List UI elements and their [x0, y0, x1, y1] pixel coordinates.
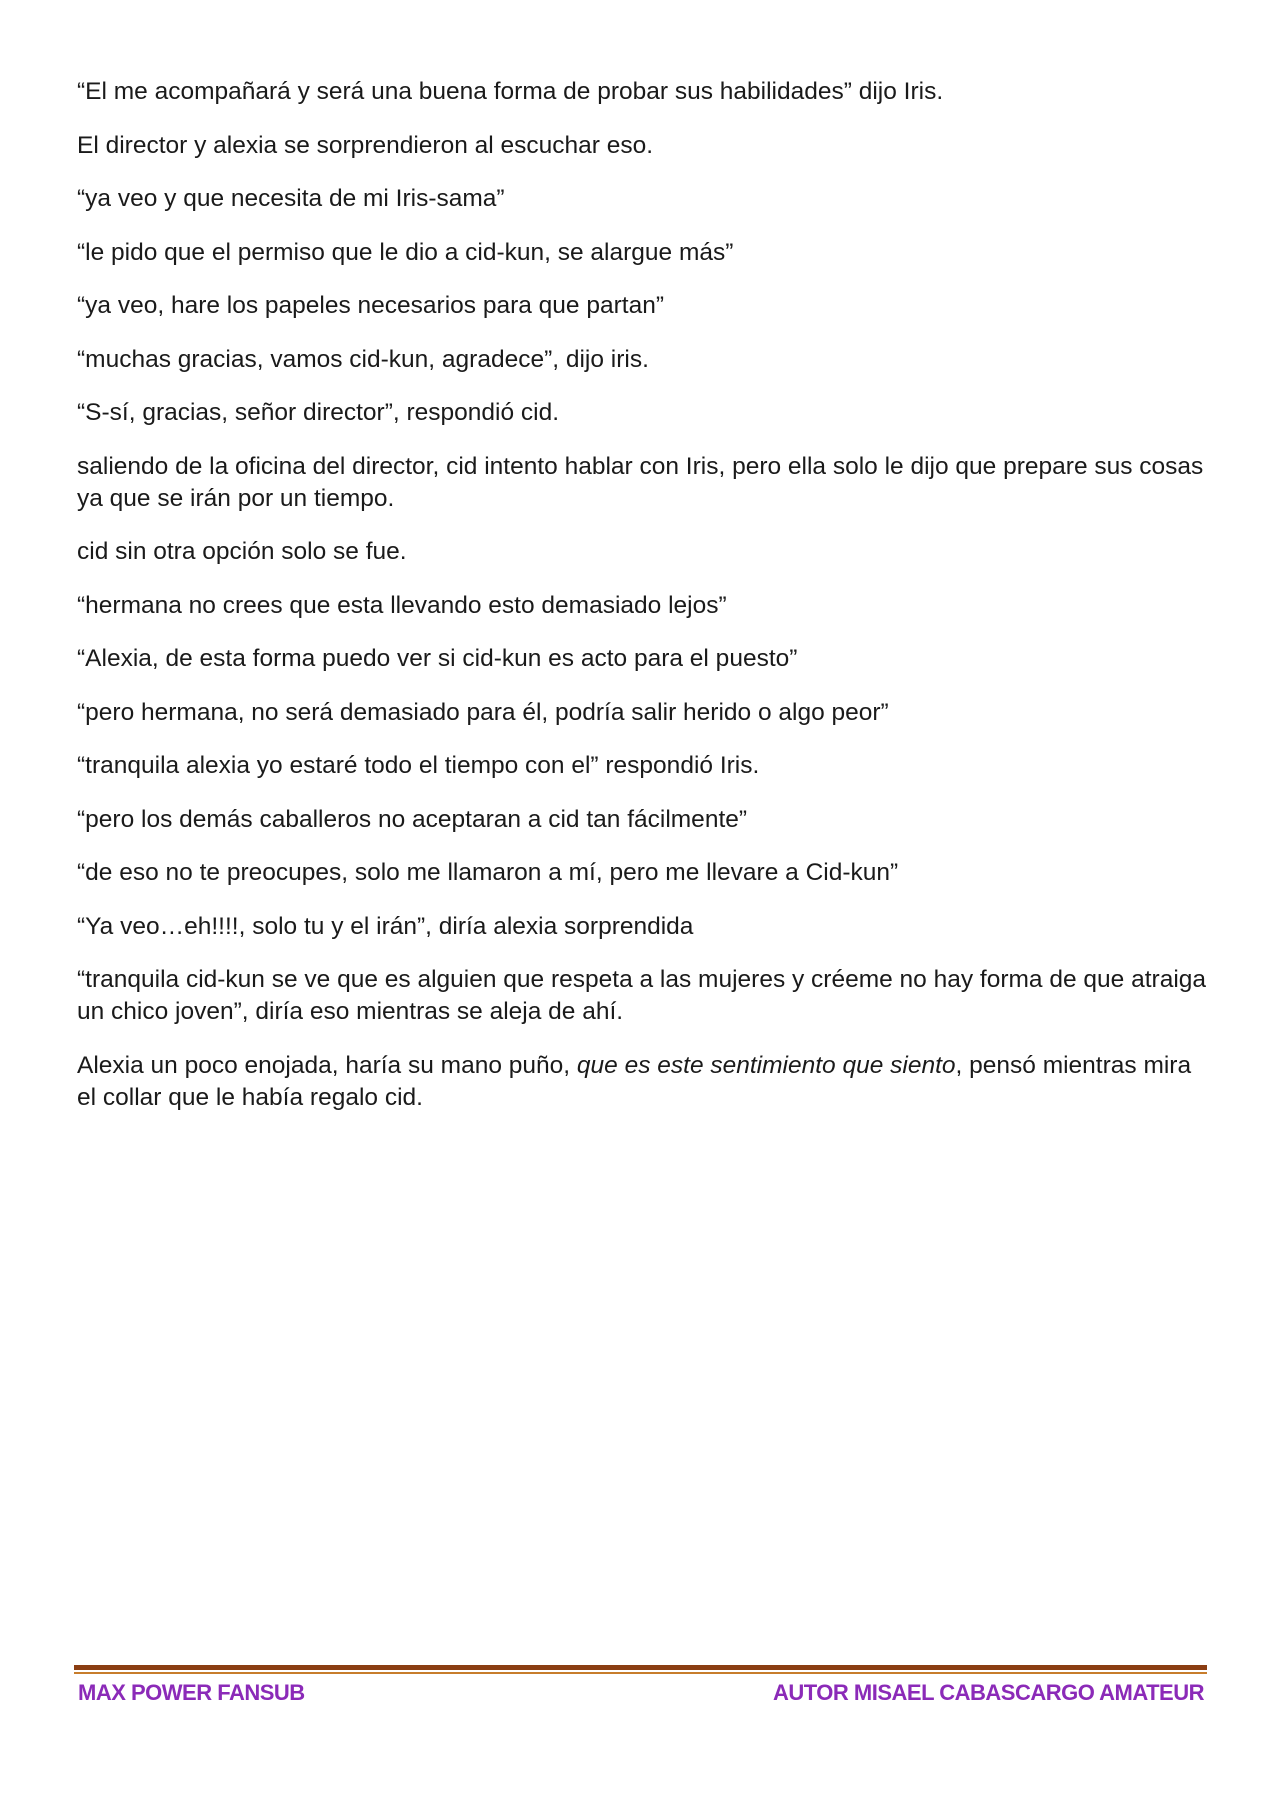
paragraph-8: saliendo de la oficina del director, cid intento hablar con Iris, pero ella solo le dijo que prepare sus cosas ya que se irán por un tiempo. [77, 452, 1204, 512]
paragraph-18 [77, 1050, 1207, 1114]
paragraph-18-italic-thought: que es este sentimiento que siento [576, 1051, 956, 1079]
footer-fansub-name: MAX POWER FANSUB [78, 1680, 305, 1705]
paragraph-18-start: Alexia un poco enojada, haría su mano puño, [77, 1051, 577, 1079]
paragraph-17: “tranquila cid-kun se ve que es alguien que respeta a las mujeres y créeme no hay forma de que atraiga un chico joven”, diría eso mientras se aleja de ahí. [77, 966, 1207, 1025]
paragraph-1: “El me acompañará y será una buena forma de probar sus habilidades” dijo Iris. [77, 78, 944, 105]
paragraph-11: “Alexia, de esta forma puedo ver si cid-kun es acto para el puesto” [77, 645, 798, 672]
paragraph-18-end: , pensó mientras mira el collar que le había regalo cid. [77, 1051, 1192, 1111]
paragraph-7: “S-sí, gracias, señor director”, respondió cid. [77, 399, 560, 426]
document-body [77, 76, 1207, 1135]
paragraph-6: “muchas gracias, vamos cid-kun, agradece”, dijo iris. [77, 345, 649, 373]
footer-divider-thick-line [74, 1665, 1207, 1670]
paragraph-13: “tranquila alexia yo estaré todo el tiempo con el” respondió Iris. [77, 752, 760, 779]
paragraph-4: “le pido que el permiso que le dio a cid-kun, se alargue más” [77, 238, 734, 266]
paragraph-5: “ya veo, hare los papeles necesarios para que partan” [77, 292, 664, 319]
footer-divider-thin-line [74, 1672, 1207, 1674]
paragraph-9: cid sin otra opción solo se fue. [77, 538, 407, 565]
paragraph-3: “ya veo y que necesita de mi Iris-sama” [77, 185, 505, 212]
paragraph-15: “de eso no te preocupes, solo me llamaron a mí, pero me llevare a Cid-kun” [77, 859, 899, 886]
paragraph-14: “pero los demás caballeros no aceptaran a cid tan fácilmente” [77, 805, 748, 833]
footer-divider [74, 1665, 1207, 1674]
paragraph-2: El director y alexia se sorprendieron al escuchar eso. [77, 131, 654, 159]
footer-author: AUTOR MISAEL CABASCARGO AMATEUR [772, 1680, 1204, 1705]
paragraph-12: “pero hermana, no será demasiado para él, podría salir herido o algo peor” [77, 698, 889, 726]
paragraph-16: “Ya veo…eh!!!!, solo tu y el irán”, diría alexia sorprendida [77, 912, 694, 940]
paragraph-10: “hermana no crees que esta llevando esto demasiado lejos” [77, 591, 727, 619]
